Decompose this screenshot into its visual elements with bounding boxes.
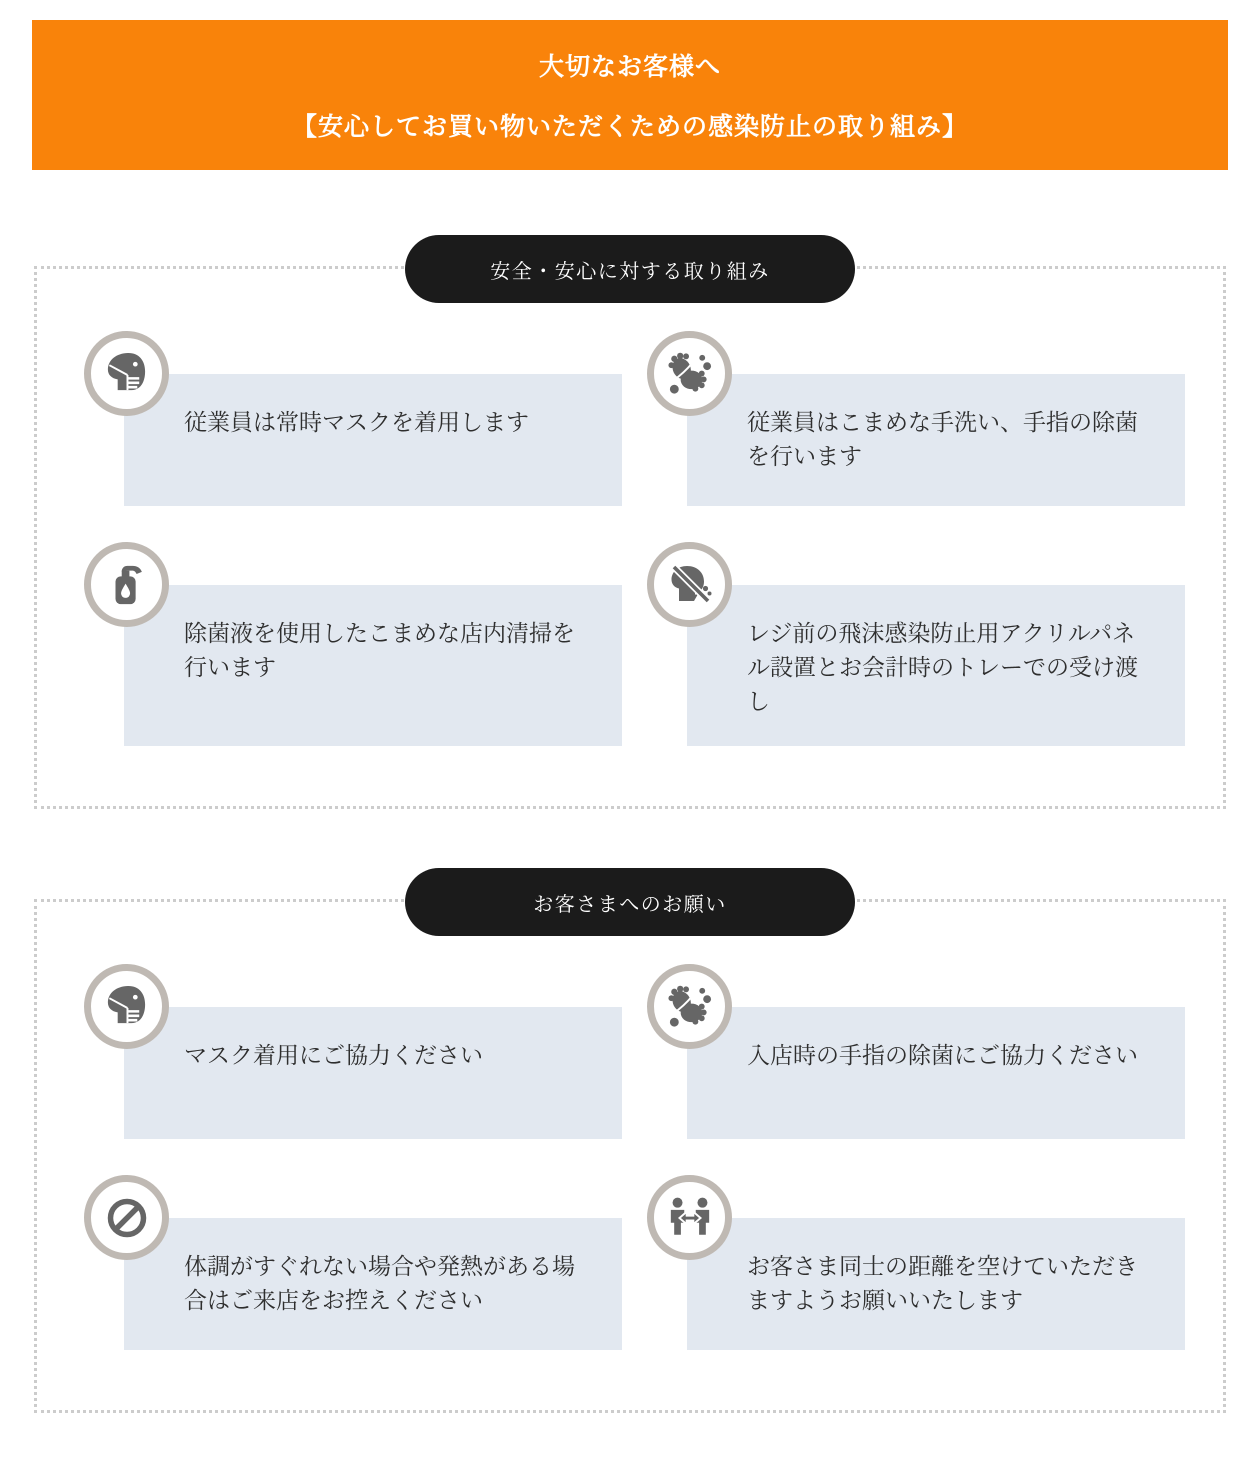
item-text: 従業員は常時マスクを着用します [184, 409, 529, 435]
banner-title: 大切なお客様へ [538, 53, 721, 81]
list-item [647, 542, 1185, 746]
section-safety-measures [34, 260, 1226, 809]
item-text: お客さま同士の距離を空けていただきますようお願いいたします [747, 1253, 1138, 1313]
customer-requests-grid [84, 964, 1185, 1350]
item-card [124, 585, 622, 746]
item-card [687, 374, 1185, 506]
item-text: レジ前の飛沫感染防止用アクリルパネル設置とお会計時のトレーでの受け渡し [747, 620, 1138, 714]
social-distance-icon [647, 1175, 732, 1260]
hand-wash-icon [647, 331, 732, 416]
list-item [647, 331, 1185, 506]
list-item [84, 542, 622, 746]
section-badge-label: お客さまへのお願い [533, 893, 727, 916]
section-requests-badge [405, 868, 855, 936]
hand-wash-icon [647, 964, 732, 1049]
item-text: 体調がすぐれない場合や発熱がある場合はご来店をお控えください [184, 1253, 575, 1313]
banner-subtitle: 【安心してお買い物いただくための感染防止の取り組み】 [291, 113, 968, 141]
sanitizer-bottle-icon [84, 542, 169, 627]
mask-face-icon [84, 964, 169, 1049]
section-safety-badge [405, 235, 855, 303]
prohibition-icon [84, 1175, 169, 1260]
droplet-block-icon [647, 542, 732, 627]
item-card [124, 1007, 622, 1139]
list-item [84, 1175, 622, 1350]
item-text: 従業員はこまめな手洗い、手指の除菌を行います [747, 409, 1138, 469]
section-badge-label: 安全・安心に対する取り組み [490, 260, 770, 283]
notice-banner [32, 20, 1228, 170]
safety-measures-grid [84, 331, 1185, 746]
section-customer-requests [34, 893, 1226, 1413]
item-card [124, 1218, 622, 1350]
item-text: 除菌液を使用したこまめな店内清掃を行います [184, 620, 575, 680]
item-card [124, 374, 622, 506]
item-text: マスク着用にご協力ください [184, 1042, 483, 1068]
item-card [687, 1007, 1185, 1139]
list-item [647, 964, 1185, 1139]
list-item [84, 331, 622, 506]
item-text: 入店時の手指の除菌にご協力ください [747, 1042, 1138, 1068]
item-card [687, 1218, 1185, 1350]
mask-face-icon [84, 331, 169, 416]
item-card [687, 585, 1185, 746]
list-item [84, 964, 622, 1139]
list-item [647, 1175, 1185, 1350]
